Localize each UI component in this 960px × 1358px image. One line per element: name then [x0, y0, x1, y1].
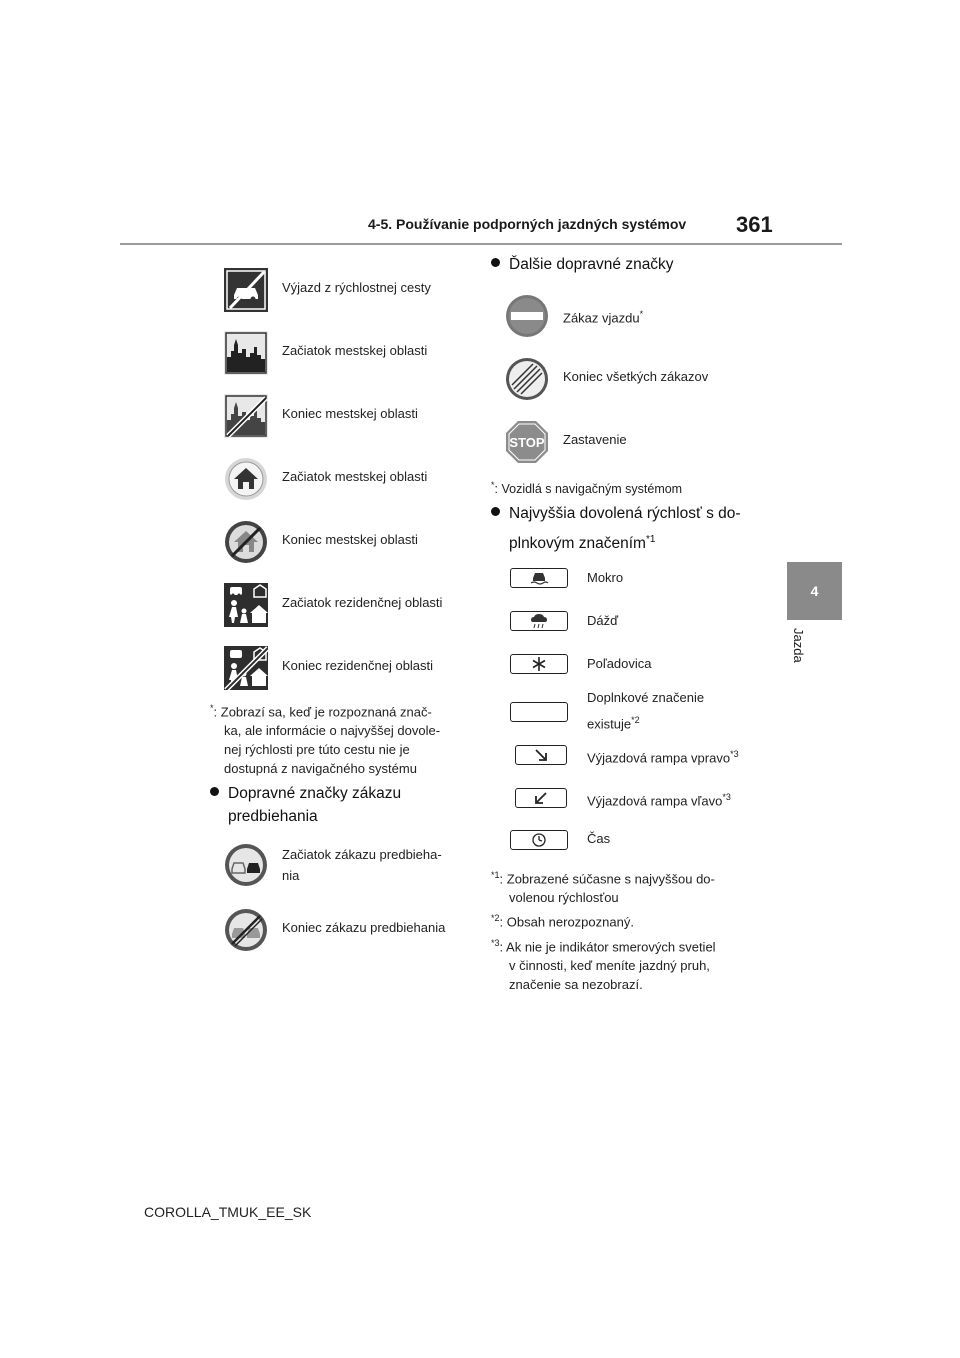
sign-label: Koniec mestskej oblasti: [282, 406, 418, 421]
footnote-marker: *1: [645, 534, 656, 545]
no-overtaking-end-icon: [224, 908, 268, 952]
heading-line: Najvyššia dovolená rýchlosť s do-: [509, 505, 741, 522]
label-text: Zákaz vjazdu: [563, 310, 640, 326]
section-title: 4-5. Používanie podporných jazdných systémov: [368, 216, 687, 232]
note-line: nej rýchlosti pre túto cestu nie je: [224, 742, 410, 758]
sign-label: Koniec zákazu predbiehania: [282, 920, 446, 935]
note-marker: *: [210, 703, 214, 713]
residential-start-icon: [224, 583, 268, 627]
blank-plate-icon: [510, 702, 568, 722]
arrow-down-left-icon: [515, 788, 567, 808]
label-text: Výjazdová rampa vľavo: [587, 793, 723, 809]
other-signs-note: *: Vozidlá s navigačným systémom: [491, 480, 683, 497]
label-text: Výjazdová rampa vpravo: [587, 750, 731, 766]
note-line: Ak nie je indikátor smerových svetiel: [506, 939, 716, 955]
note-marker: *1: [491, 870, 500, 880]
note-line: Zobrazené súčasne s najvyššou do-: [506, 871, 715, 887]
plate-label: Dážď: [587, 613, 619, 628]
plate-label: Čas: [587, 831, 611, 846]
heading-line: Dopravné značky zákazu: [228, 785, 402, 802]
label-line: Doplnkové značenie: [587, 690, 705, 705]
no-overtaking-start-icon: [224, 843, 268, 887]
note-line: Zobrazí sa, keď je rozpoznaná znač-: [220, 704, 432, 720]
bullet-icon: [210, 787, 219, 796]
sign-label: [282, 844, 442, 886]
sign-label: Začiatok rezidenčnej oblasti: [282, 595, 443, 610]
rain-icon: [510, 611, 568, 631]
sign-label: Výjazd z rýchlostnej cesty: [282, 280, 431, 295]
plate-label: Poľadovica: [587, 656, 652, 671]
heading-line: plnkovým značením: [509, 535, 646, 553]
header-divider: [120, 243, 842, 245]
note-line: v činnosti, keď meníte jazdný pruh,: [509, 958, 710, 974]
note-line: ka, ale informácie o najvyššej dovole-: [224, 723, 441, 739]
note-marker: *: [491, 480, 495, 490]
sign-label: Začiatok mestskej oblasti: [282, 469, 428, 484]
speed-limit-heading: [491, 501, 741, 557]
plate-label: [587, 787, 731, 811]
note-marker: *2: [491, 913, 500, 923]
plate-label: [587, 744, 739, 768]
other-signs-heading: [491, 253, 674, 276]
note-line: Obsah nerozpoznaný.: [506, 914, 634, 930]
footnote-3: $^{*3}$: Ak nie je indikátor smerových svetiel v činnosti, keď meníte jazdný pruh, značenie sa nezobrazí.: [491, 938, 716, 993]
label-line: nia: [282, 868, 300, 883]
stop-text: STOP: [509, 435, 545, 450]
sign-label: Koniec rezidenčnej oblasti: [282, 658, 434, 673]
note-marker: *3: [491, 938, 500, 948]
expressway-exit-icon: [224, 268, 268, 312]
footnote-2: $^{*2}$: Obsah nerozpoznaný.: [491, 913, 634, 930]
note-text: Vozidlá s navigačným systémom: [501, 482, 683, 497]
city-end-icon: [224, 394, 268, 438]
label-line: Začiatok zákazu predbieha-: [282, 847, 442, 862]
footnote-marker: *2: [631, 715, 640, 725]
left-note: *: Zobrazí sa, keď je rozpoznaná znač- ka, ale informácie o najvyššej dovole- nej rýchlosti pre túto cestu nie je dostupná z navigačného systému: [210, 703, 441, 777]
footnote-marker: *3: [730, 749, 739, 759]
footnote-1: $^{*1}$: Zobrazené súčasne s najvyššou do- volenou rýchlosťou: [491, 870, 715, 906]
house-end-icon: [224, 520, 268, 564]
plate-label: Mokro: [587, 570, 624, 585]
snowflake-icon: [510, 654, 568, 674]
note-line: dostupná z navigačného systému: [224, 761, 417, 777]
note-line: značenie sa nezobrazí.: [509, 977, 643, 993]
heading-text: Ďalšie dopravné značky: [509, 256, 674, 273]
sign-label: Koniec mestskej oblasti: [282, 532, 418, 547]
end-of-restrictions-icon: [505, 357, 549, 401]
residential-end-icon: [224, 646, 268, 690]
bullet-icon: [491, 258, 500, 267]
no-entry-icon: [505, 294, 549, 338]
chapter-label: Jazda: [791, 628, 806, 663]
chapter-tab: 4: [787, 562, 842, 620]
sign-label: Zastavenie: [563, 432, 627, 447]
wet-road-icon: [510, 568, 568, 588]
sign-label: Koniec všetkých zákazov: [563, 369, 709, 384]
city-start-icon: [224, 331, 268, 375]
arrow-down-right-icon: [515, 745, 567, 765]
overtaking-heading: [210, 782, 401, 828]
page-number: 361: [736, 212, 773, 237]
house-start-icon: [224, 457, 268, 501]
label-line: existuje: [587, 716, 632, 732]
note-line: volenou rýchlosťou: [509, 890, 619, 906]
stop-sign-icon: [505, 420, 549, 464]
footnote-marker: *3: [722, 792, 731, 802]
clock-icon: [510, 830, 568, 850]
plate-label: [587, 687, 704, 735]
sign-label: [563, 304, 643, 328]
heading-line: predbiehania: [228, 808, 318, 825]
footnote-marker: *: [639, 309, 644, 319]
document-code: COROLLA_TMUK_EE_SK: [144, 1204, 312, 1220]
bullet-icon: [491, 507, 500, 516]
sign-label: Začiatok mestskej oblasti: [282, 343, 428, 358]
